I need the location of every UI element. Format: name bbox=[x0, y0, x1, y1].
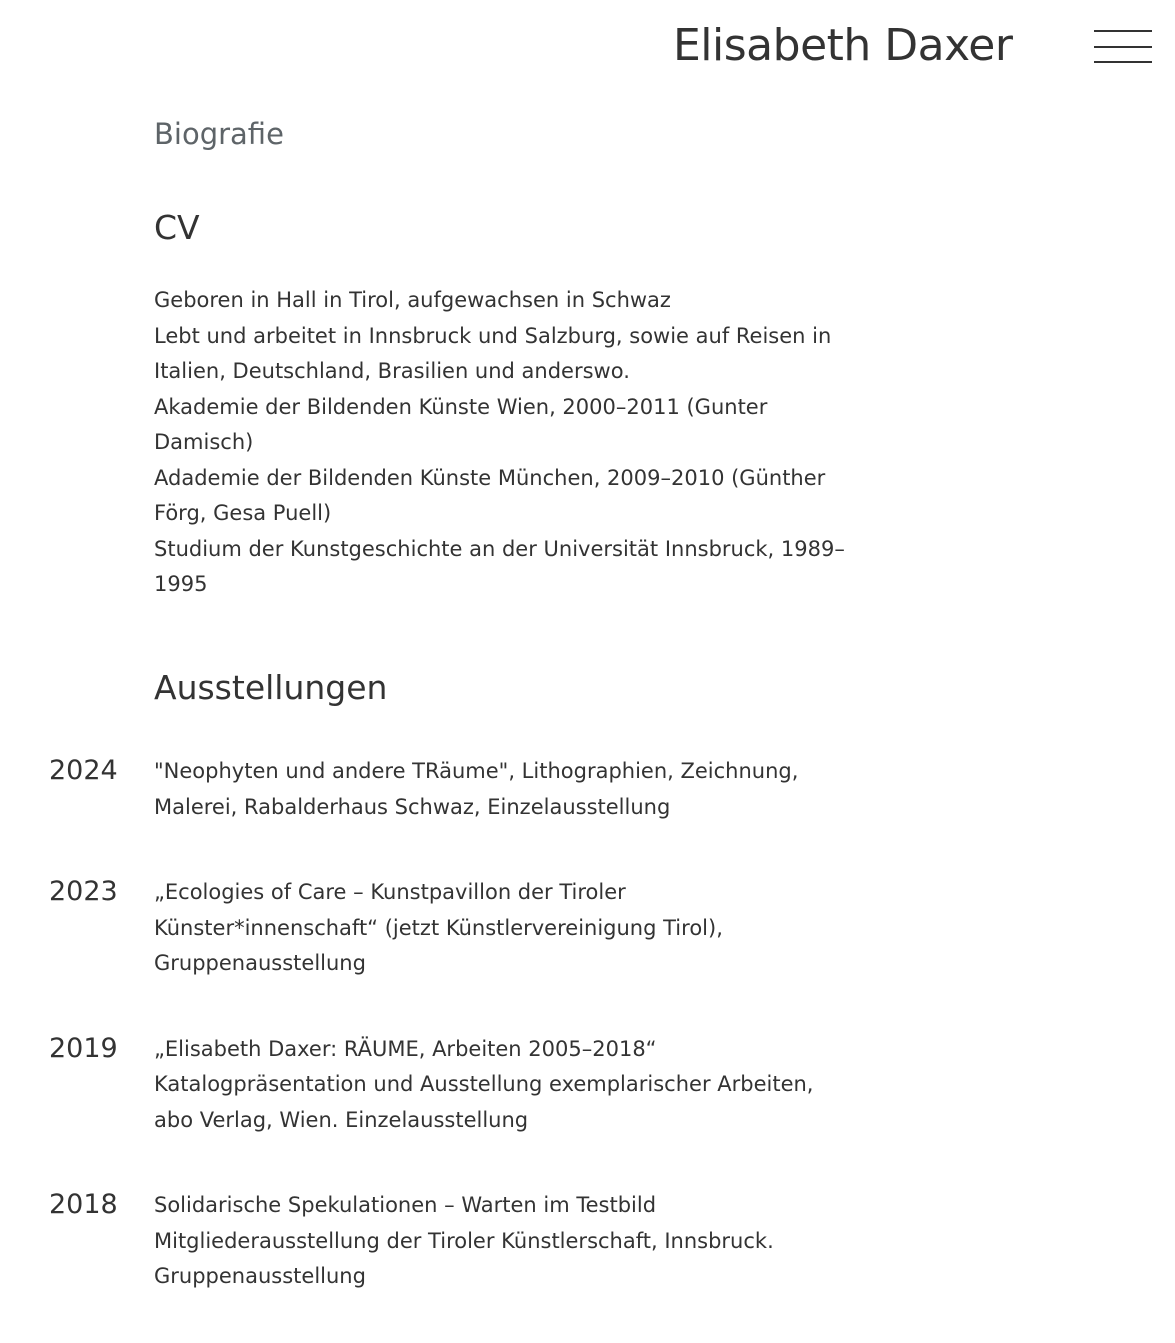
exhibition-year: 2024 bbox=[49, 755, 118, 786]
site-title[interactable]: Elisabeth Daxer bbox=[673, 20, 1013, 71]
hamburger-menu-icon[interactable] bbox=[1094, 30, 1152, 64]
exhibition-year: 2019 bbox=[49, 1032, 118, 1064]
exhibitions-heading: Ausstellungen bbox=[154, 668, 388, 707]
cv-line: Italien, Deutschland, Brasilien und anderswo. bbox=[154, 359, 630, 383]
exhibition-line: abo Verlag, Wien. Einzelausstellung bbox=[154, 1107, 529, 1132]
exhibition-line: Künster*innenschaft“ (jetzt Künstlervereinigung Tirol), bbox=[154, 915, 723, 940]
exhibition-line: „Elisabeth Daxer: RÄUME, Arbeiten 2005–2018“ bbox=[154, 1036, 657, 1061]
cv-line: 1995 bbox=[154, 572, 208, 596]
cv-line: Akademie der Bildenden Künste Wien, 2000–2011 (Gunter bbox=[154, 394, 768, 419]
exhibition-year: 2018 bbox=[49, 1189, 118, 1220]
exhibition-line: Katalogpräsentation und Ausstellung exemplarischer Arbeiten, bbox=[154, 1072, 814, 1096]
exhibition-line: Malerei, Rabalderhaus Schwaz, Einzelausstellung bbox=[154, 794, 671, 819]
exhibition-line: „Ecologies of Care – Kunstpavillon der Tiroler bbox=[154, 880, 626, 904]
exhibitions-list bbox=[0, 752, 1175, 1343]
exhibition-item bbox=[0, 752, 1175, 825]
cv-line: Geboren in Hall in Tirol, aufgewachsen in Schwaz bbox=[154, 288, 671, 312]
exhibition-line: Gruppenausstellung bbox=[154, 1264, 366, 1288]
cv-line: Studium der Kunstgeschichte an der Universität Innsbruck, 1989– bbox=[154, 536, 845, 561]
exhibition-year: 2023 bbox=[49, 876, 118, 907]
cv-text bbox=[154, 283, 854, 603]
exhibition-item bbox=[0, 1186, 1175, 1295]
exhibition-line: "Neophyten und andere TRäume", Lithographien, Zeichnung, bbox=[154, 759, 799, 783]
exhibition-line: Solidarische Spekulationen – Warten im Testbild bbox=[154, 1193, 657, 1217]
exhibition-line: Mitgliederausstellung der Tiroler Künstlerschaft, Innsbruck. bbox=[154, 1228, 774, 1253]
cv-line: Förg, Gesa Puell) bbox=[154, 501, 332, 525]
exhibition-line: Gruppenausstellung bbox=[154, 951, 366, 975]
exhibition-item bbox=[0, 873, 1175, 982]
menu-bar-bottom bbox=[1094, 61, 1152, 63]
page-title: Biografie bbox=[154, 117, 284, 151]
cv-line: Lebt und arbeitet in Innsbruck und Salzburg, sowie auf Reisen in bbox=[154, 323, 832, 348]
menu-bar-top bbox=[1094, 30, 1152, 32]
cv-heading: CV bbox=[154, 208, 200, 247]
exhibition-description bbox=[154, 873, 844, 982]
menu-bar-middle bbox=[1094, 46, 1152, 48]
exhibition-description bbox=[154, 752, 844, 825]
cv-line: Damisch) bbox=[154, 430, 254, 454]
exhibition-description bbox=[154, 1186, 844, 1295]
cv-line: Adademie der Bildenden Künste München, 2009–2010 (Günther bbox=[154, 465, 826, 490]
exhibition-item bbox=[0, 1030, 1175, 1139]
exhibition-description bbox=[154, 1030, 844, 1139]
